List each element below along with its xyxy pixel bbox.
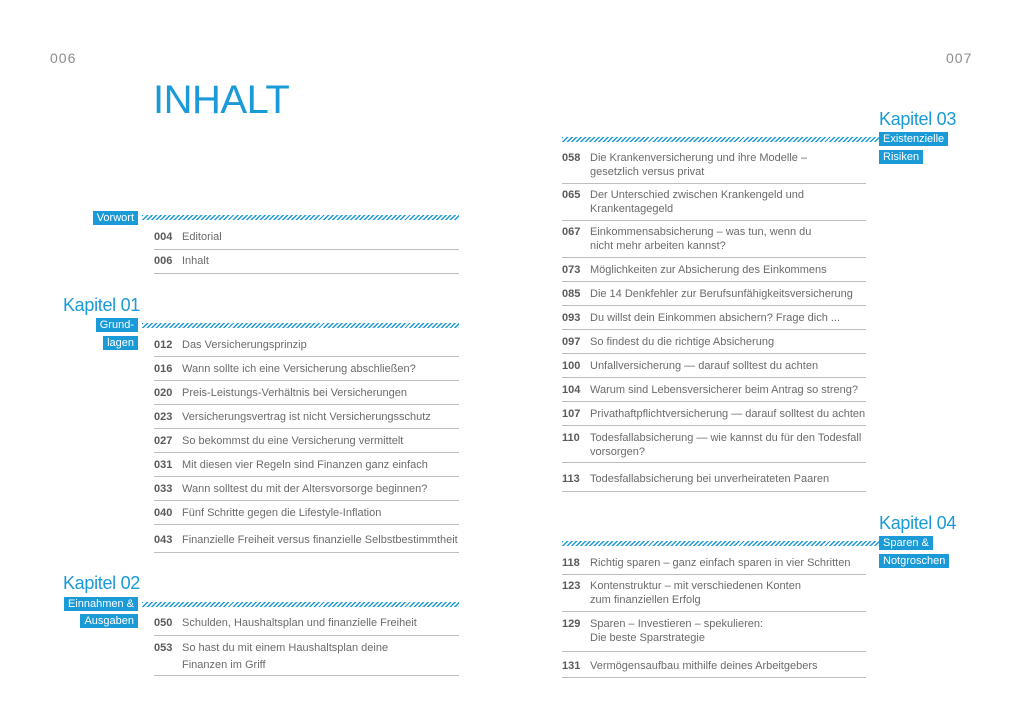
toc-page-number: 093	[562, 312, 581, 324]
toc-entry[interactable]	[562, 402, 866, 426]
toc-list-kapitel02	[154, 612, 459, 676]
toc-page-number: 100	[562, 360, 581, 372]
chapter-tag-02-line1: Einnahmen &	[64, 597, 138, 611]
toc-page-number: 131	[562, 660, 581, 672]
toc-list-vorwort	[154, 226, 459, 274]
toc-entry[interactable]	[562, 426, 866, 463]
toc-entry-title: Der Unterschied zwischen Krankengeld und Krankentagegeld	[590, 189, 805, 215]
toc-entry[interactable]	[562, 551, 866, 575]
toc-entry-title: Versicherungsvertrag ist nicht Versicherungsschutz	[182, 411, 431, 423]
toc-entry[interactable]	[562, 330, 866, 354]
toc-entry[interactable]	[562, 463, 866, 492]
toc-entry-title: Privathaftpflichtversicherung — darauf solltest du achten	[590, 408, 866, 420]
toc-page-number: 110	[562, 432, 580, 444]
toc-entry[interactable]	[562, 306, 866, 330]
toc-entry-title: Todesfallabsicherung — wie kannst du für den Todesfall vorsorgen?	[590, 432, 862, 458]
toc-entry[interactable]	[154, 429, 459, 453]
toc-entry[interactable]	[562, 147, 866, 184]
toc-entry[interactable]	[562, 652, 866, 678]
toc-entry[interactable]	[562, 575, 866, 612]
toc-page-number: 104	[562, 384, 581, 396]
toc-page-number: 067	[562, 226, 581, 238]
page-number-left: 006	[50, 50, 77, 66]
toc-entry-title: Todesfallabsicherung bei unverheirateten Paaren	[590, 473, 830, 485]
toc-page-number: 004	[154, 231, 173, 243]
toc-page-number: 107	[562, 408, 581, 420]
toc-entry[interactable]	[562, 282, 866, 306]
toc-entry-title: Möglichkeiten zur Absicherung des Einkommens	[590, 264, 827, 276]
hatch-divider-01	[142, 323, 459, 328]
toc-entry-title: Schulden, Haushaltsplan und finanzielle Freiheit	[182, 617, 417, 629]
toc-entry-title: Richtig sparen – ganz einfach sparen in vier Schritten	[590, 557, 851, 569]
toc-page-number: 053	[154, 642, 173, 654]
toc-page-number: 073	[562, 264, 581, 276]
toc-entry-title: So findest du die richtige Absicherung	[590, 336, 775, 348]
toc-entry-title: So hast du mit einem Haushaltsplan deine Finanzen im Griff	[182, 642, 389, 671]
toc-list-kapitel01	[154, 333, 459, 553]
toc-entry-title: Unfallversicherung — darauf solltest du achten	[590, 360, 819, 372]
chapter-heading-01: Kapitel 01	[62, 295, 140, 315]
toc-page-number: 085	[562, 288, 581, 300]
toc-entry[interactable]	[154, 525, 459, 553]
toc-entry-title: Editorial	[182, 231, 222, 243]
chapter-tag-04-line2: Notgroschen	[879, 554, 949, 568]
toc-entry[interactable]	[562, 221, 866, 258]
toc-page-number: 050	[154, 617, 173, 629]
toc-list-kapitel03	[562, 147, 866, 492]
toc-entry[interactable]	[154, 333, 459, 357]
chapter-tag-04-line1: Sparen &	[879, 536, 933, 550]
toc-entry-title: Das Versicherungsprinzip	[182, 339, 307, 351]
hatch-divider-03	[562, 137, 879, 142]
toc-entry[interactable]	[154, 381, 459, 405]
chapter-tag-01-line2: lagen	[103, 336, 138, 350]
toc-entry[interactable]	[562, 354, 866, 378]
toc-entry-title: Vermögensaufbau mithilfe deines Arbeitgebers	[590, 660, 818, 672]
page-number-right: 007	[946, 50, 973, 66]
toc-page-number: 016	[154, 363, 173, 375]
toc-entry-title: Preis-Leistungs-Verhältnis bei Versicherungen	[182, 387, 408, 399]
toc-page-number: 027	[154, 435, 173, 447]
toc-entry-title: Wann solltest du mit der Altersvorsorge beginnen?	[182, 483, 428, 495]
toc-page-number: 065	[562, 189, 581, 201]
chapter-tag-03-line2: Risiken	[879, 150, 923, 164]
toc-entry-title: Die 14 Denkfehler zur Berufsunfähigkeitsversicherung	[590, 288, 853, 300]
toc-page-number: 040	[154, 507, 173, 519]
hatch-divider-02	[142, 602, 459, 607]
toc-page-number: 097	[562, 336, 581, 348]
toc-page-number: 020	[154, 387, 173, 399]
toc-entry-title: Die Krankenversicherung und ihre Modelle – gesetzlich versus privat	[590, 152, 808, 178]
toc-entry[interactable]	[154, 453, 459, 477]
page-title: INHALT	[153, 78, 290, 122]
chapter-heading-02: Kapitel 02	[62, 573, 140, 593]
toc-page-number: 113	[562, 473, 580, 485]
toc-entry[interactable]	[154, 226, 459, 250]
toc-page-number: 129	[562, 618, 581, 630]
toc-entry-title: Einkommensabsicherung – was tun, wenn du nicht mehr arbeiten kannst?	[590, 226, 812, 252]
toc-entry-title: Wann sollte ich eine Versicherung abschließen?	[182, 363, 416, 375]
toc-entry-title: Sparen – Investieren – spekulieren: Die beste Sparstrategie	[590, 618, 764, 644]
toc-entry[interactable]	[154, 501, 459, 525]
toc-entry-title: Finanzielle Freiheit versus finanzielle Selbstbestimmtheit	[182, 534, 458, 546]
toc-entry[interactable]	[154, 405, 459, 429]
toc-entry-title: Kontenstruktur – mit verschiedenen Konten zum finanziellen Erfolg	[590, 580, 801, 606]
chapter-heading-04: Kapitel 04	[879, 513, 957, 533]
chapter-heading-03: Kapitel 03	[879, 109, 957, 129]
toc-page-number: 043	[154, 534, 173, 546]
section-tag-vorwort: Vorwort	[93, 211, 138, 225]
toc-list-kapitel04	[562, 551, 866, 678]
toc-entry[interactable]	[562, 612, 866, 652]
toc-entry[interactable]	[154, 477, 459, 501]
toc-page-number: 012	[154, 339, 173, 351]
chapter-tag-03-line1: Existenzielle	[879, 132, 948, 146]
toc-entry[interactable]	[562, 258, 866, 282]
chapter-tag-02-line2: Ausgaben	[80, 614, 138, 628]
toc-page-number: 006	[154, 255, 173, 267]
toc-page-number: 123	[562, 580, 581, 592]
toc-entry-title: Fünf Schritte gegen die Lifestyle-Inflation	[182, 507, 382, 519]
hatch-divider-vorwort	[142, 215, 459, 220]
toc-entry[interactable]	[154, 636, 459, 676]
toc-page-number: 023	[154, 411, 173, 423]
toc-entry-title: So bekommst du eine Versicherung vermittelt	[182, 435, 404, 447]
toc-entry[interactable]	[562, 184, 866, 221]
toc-entry[interactable]	[562, 378, 866, 402]
toc-entry[interactable]	[154, 357, 459, 381]
hatch-divider-04	[562, 541, 879, 546]
toc-page-number: 033	[154, 483, 173, 495]
toc-entry[interactable]	[154, 250, 459, 274]
toc-entry-title: Mit diesen vier Regeln sind Finanzen ganz einfach	[182, 459, 428, 471]
toc-page-number: 058	[562, 152, 581, 164]
toc-entry[interactable]	[154, 612, 459, 636]
toc-page-number: 031	[154, 459, 173, 471]
chapter-tag-01-line1: Grund-	[96, 318, 138, 332]
toc-entry-title: Inhalt	[182, 255, 209, 267]
toc-entry-title: Du willst dein Einkommen absichern? Frage dich ...	[590, 312, 841, 324]
toc-page-number: 118	[562, 557, 580, 569]
toc-entry-title: Warum sind Lebensversicherer beim Antrag so streng?	[590, 384, 858, 396]
